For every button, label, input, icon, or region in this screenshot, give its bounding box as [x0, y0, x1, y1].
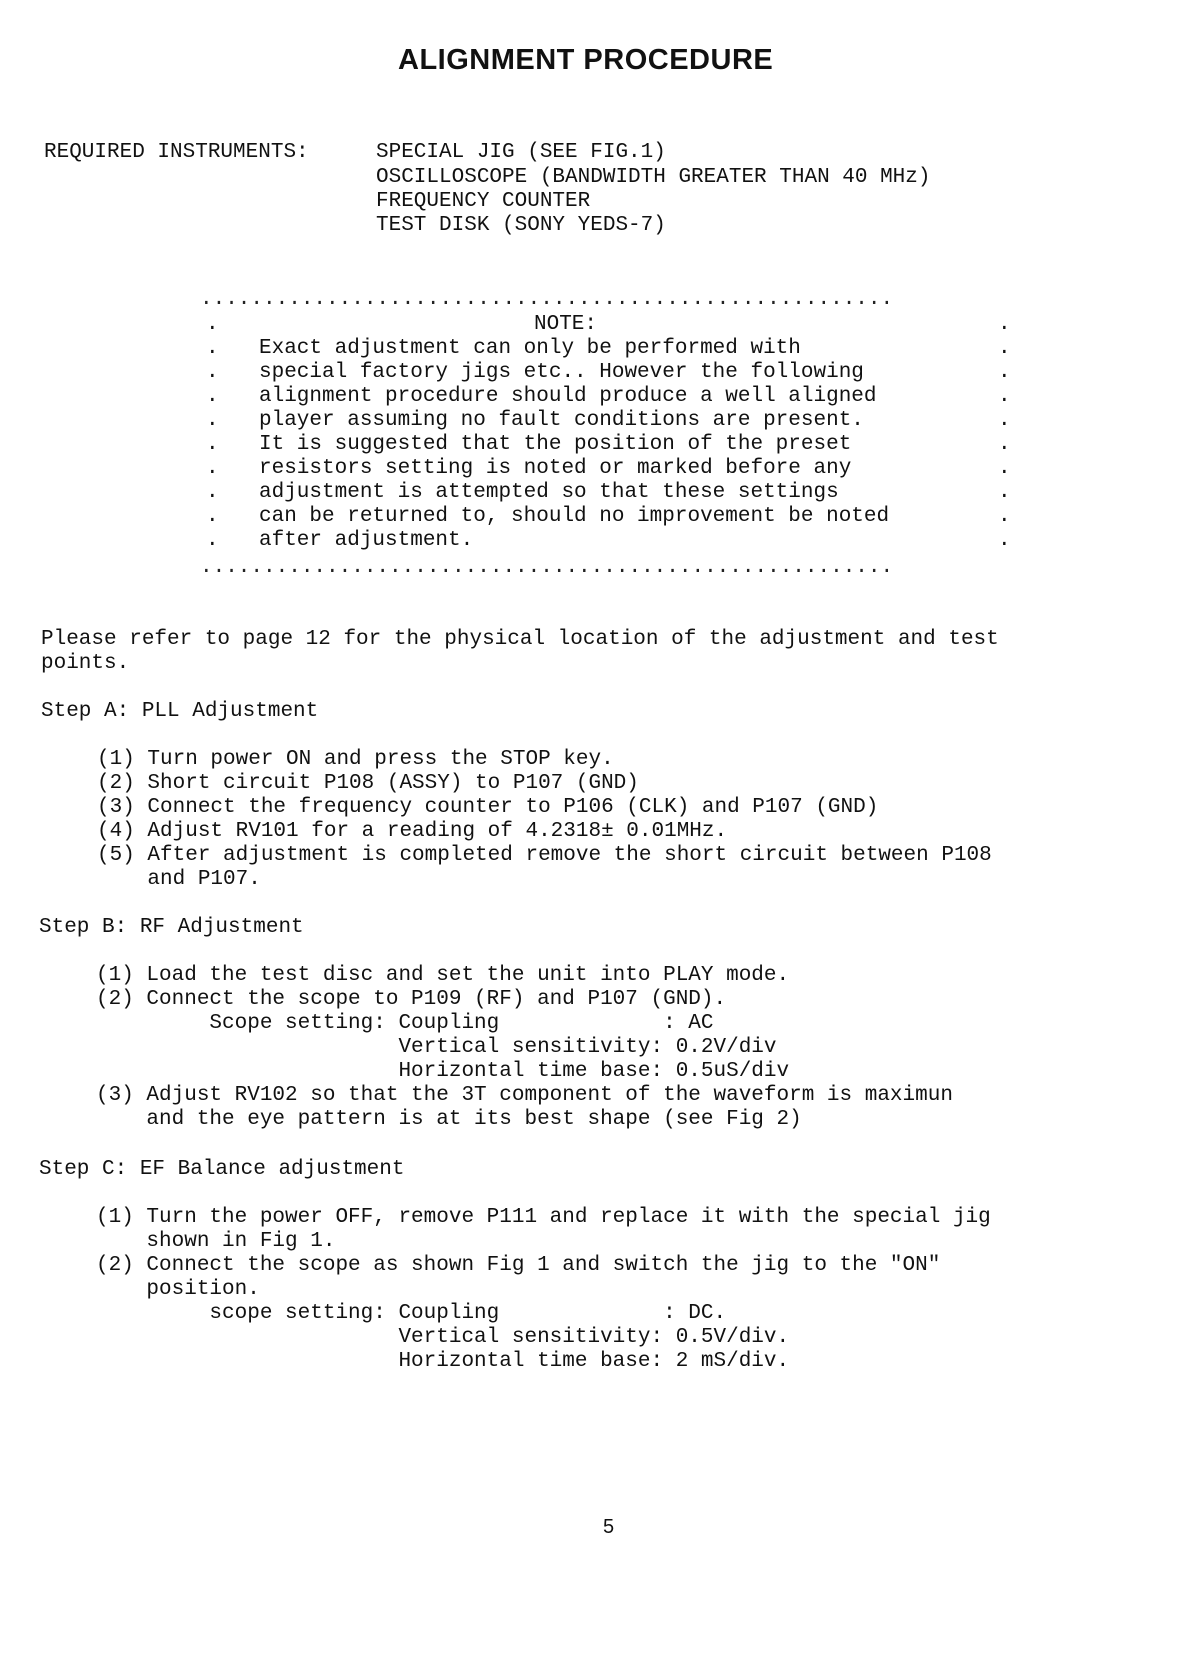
- step-c-line: (2) Connect the scope as shown Fig 1 and switch the jig to the "ON": [96, 1254, 941, 1277]
- instrument-item: SPECIAL JIG (SEE FIG.1): [376, 141, 666, 164]
- step-c-line: Horizontal time base: 2 mS/div.: [96, 1350, 790, 1373]
- note-line: Exact adjustment can only be performed with: [259, 337, 801, 360]
- step-b-line: (3) Adjust RV102 so that the 3T component of the waveform is maximun: [96, 1084, 953, 1107]
- step-b-line: Scope setting: Coupling : AC: [96, 1012, 714, 1035]
- note-line: after adjustment.: [259, 529, 474, 552]
- instrument-item: FREQUENCY COUNTER: [376, 190, 591, 213]
- step-c-line: scope setting: Coupling : DC.: [96, 1302, 727, 1325]
- step-c-line: shown in Fig 1.: [96, 1230, 336, 1253]
- step-a-line: (4) Adjust RV101 for a reading of 4.2318± 0.01MHz.: [97, 820, 728, 843]
- note-line: It is suggested that the position of the preset: [259, 433, 852, 456]
- instruments-label: REQUIRED INSTRUMENTS:: [44, 141, 309, 164]
- instrument-item: OSCILLOSCOPE (BANDWIDTH GREATER THAN 40 MHz): [376, 166, 931, 189]
- note-line: adjustment is attempted so that these settings: [259, 481, 839, 504]
- step-c-heading: Step C: EF Balance adjustment: [39, 1158, 405, 1181]
- note-line: special factory jigs etc.. However the following: [259, 361, 864, 384]
- note-line: player assuming no fault conditions are present.: [259, 409, 864, 432]
- step-b-line: Horizontal time base: 0.5uS/div: [96, 1060, 790, 1083]
- step-a-line: (1) Turn power ON and press the STOP key.: [97, 748, 614, 771]
- step-b-heading: Step B: RF Adjustment: [39, 916, 304, 939]
- step-b-line: Vertical sensitivity: 0.2V/div: [96, 1036, 777, 1059]
- page-title: ALIGNMENT PROCEDURE: [398, 44, 774, 76]
- step-b-line: (2) Connect the scope to P109 (RF) and P107 (GND).: [96, 988, 727, 1011]
- note-line: alignment procedure should produce a well aligned: [259, 385, 877, 408]
- intro-text: points.: [41, 652, 130, 675]
- intro-text: Please refer to page 12 for the physical location of the adjustment and test: [41, 628, 999, 651]
- step-a-heading: Step A: PLL Adjustment: [41, 700, 319, 723]
- note-border-bottom: .......................................................: [200, 556, 894, 579]
- step-a-line: and P107.: [97, 868, 261, 891]
- note-border-top: .......................................................: [200, 288, 894, 311]
- step-c-line: position.: [96, 1278, 260, 1301]
- instrument-item: TEST DISK (SONY YEDS-7): [376, 214, 666, 237]
- step-a-line: (5) After adjustment is completed remove the short circuit between P108: [97, 844, 992, 867]
- note-line: can be returned to, should no improvement be noted: [259, 505, 890, 528]
- step-a-line: (3) Connect the frequency counter to P106 (CLK) and P107 (GND): [97, 796, 879, 819]
- note-heading: NOTE:: [534, 313, 598, 336]
- step-c-line: (1) Turn the power OFF, remove P111 and replace it with the special jig: [96, 1206, 991, 1229]
- step-b-line: (1) Load the test disc and set the unit into PLAY mode.: [96, 964, 790, 987]
- step-b-line: and the eye pattern is at its best shape (see Fig 2): [96, 1108, 802, 1131]
- page-number: 5: [603, 1516, 615, 1538]
- step-c-line: Vertical sensitivity: 0.5V/div.: [96, 1326, 790, 1349]
- note-line: resistors setting is noted or marked before any: [259, 457, 852, 480]
- step-a-line: (2) Short circuit P108 (ASSY) to P107 (GND): [97, 772, 639, 795]
